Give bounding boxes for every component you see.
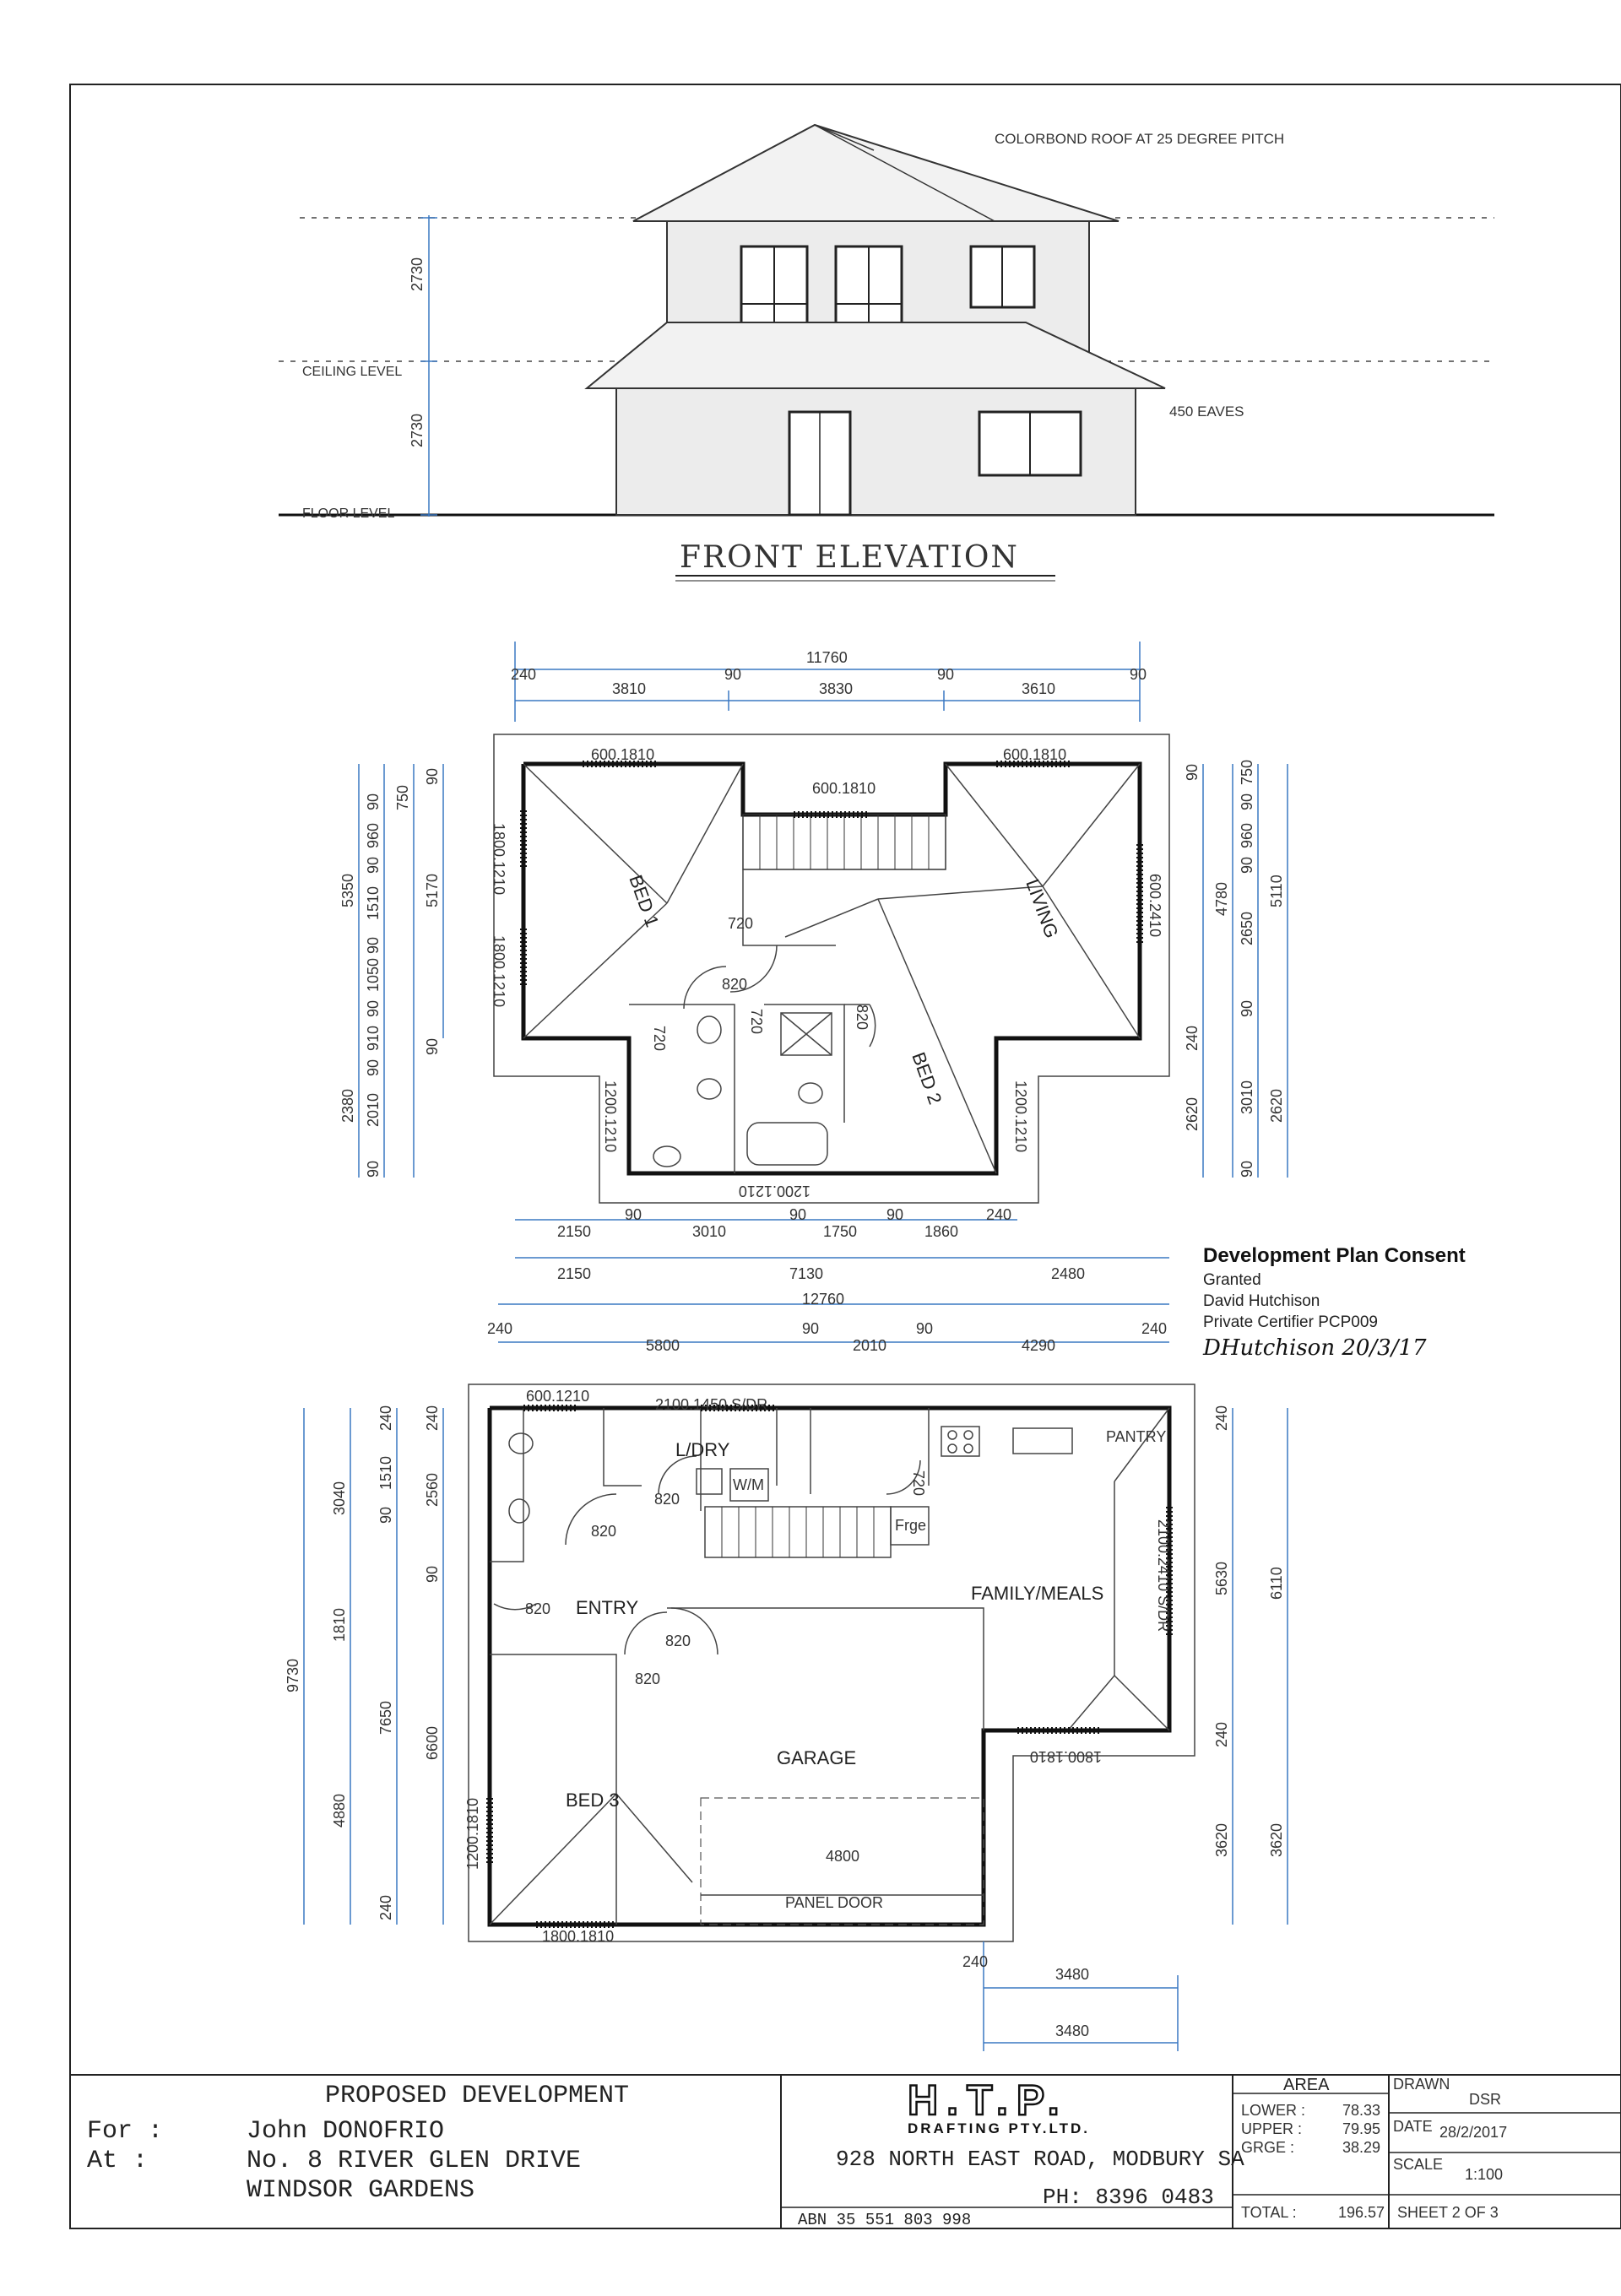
dim-text: 3810 [612, 680, 647, 697]
toilet-icon [653, 1146, 680, 1167]
consent-stamp [1202, 1244, 1466, 1361]
dim-text: 960 [1239, 822, 1255, 848]
firm-subtitle: DRAFTING PTY.LTD. [908, 2120, 1090, 2136]
dim-text: 1510 [365, 885, 382, 920]
window-label: 2100.2410 S/DR [1155, 1519, 1172, 1633]
window-label: 2100.1450 S/DR [655, 1396, 768, 1413]
dim-text: 2620 [1184, 1097, 1201, 1131]
dim-text: 2650 [1239, 911, 1255, 945]
dim-text: 90 [1130, 666, 1147, 683]
dim-text: 2010 [365, 1092, 382, 1127]
date-label: DATE [1393, 2118, 1433, 2135]
room-label-bed-2: BED 2 [908, 1049, 946, 1107]
dim-text: 5110 [1268, 875, 1285, 907]
dim-text: 240 [962, 1953, 989, 1970]
tb-client: John DONOFRIO [247, 2117, 445, 2146]
dim-text: 3620 [1213, 1822, 1230, 1857]
dim-text: 90 [1239, 856, 1255, 874]
window-label: 1200.1210 [602, 1080, 619, 1153]
title-block [70, 2075, 1621, 2229]
basin-icon [509, 1499, 529, 1523]
door-label: 820 [591, 1523, 617, 1540]
dim-text: 6600 [424, 1725, 441, 1760]
dim-text: 1750 [823, 1223, 858, 1240]
toilet-icon [697, 1016, 721, 1043]
room-label-bed-1: BED 1 [625, 872, 664, 930]
dim-text: 3480 [1055, 2023, 1090, 2039]
door-label: 820 [635, 1671, 661, 1687]
door-label: 820 [854, 1004, 870, 1031]
dim-text: 90 [424, 1037, 441, 1055]
dim-text: 9730 [285, 1658, 301, 1692]
room-label-bed-3: BED 3 [566, 1790, 620, 1811]
dim-text: 2620 [1268, 1088, 1285, 1123]
scale-value: 1:100 [1465, 2166, 1504, 2183]
window-label: 600.1810 [812, 780, 876, 797]
area-title: AREA [1283, 2076, 1330, 2094]
consent-title: Development Plan Consent [1203, 1244, 1466, 1267]
room-label-entry: ENTRY [576, 1597, 639, 1618]
basin-icon [799, 1083, 822, 1103]
dim-text: 90 [724, 666, 742, 683]
dim-text: 240 [511, 666, 537, 683]
eaves-note: 450 EAVES [1169, 403, 1244, 420]
firm-address: 928 NORTH EAST ROAD, MODBURY SA [836, 2147, 1244, 2172]
window-label: 1200.1210 [738, 1183, 810, 1199]
tb-at-label: At : [87, 2147, 149, 2175]
dim-text: 90 [1239, 999, 1255, 1017]
dim-text: 3610 [1022, 680, 1056, 697]
firm-logo: H.T.P. [908, 2077, 1068, 2124]
fridge-label: Frge [895, 1517, 927, 1534]
dim-text: 7130 [789, 1265, 824, 1282]
garage-door-width: 4800 [826, 1848, 860, 1865]
roof-note: COLORBOND ROOF AT 25 DEGREE PITCH [995, 131, 1285, 147]
upper-eave-outline [494, 734, 1169, 1203]
door-label: 820 [665, 1633, 691, 1649]
dim-text: 2150 [557, 1265, 592, 1282]
dim-text: 90 [1184, 763, 1201, 781]
area-total-label: TOTAL : [1241, 2204, 1297, 2221]
room-label-garage: GARAGE [777, 1747, 857, 1768]
dim-text: 240 [377, 1894, 394, 1920]
drawn-value: DSR [1469, 2091, 1502, 2108]
door-swing [684, 967, 726, 1009]
dim-text: 4880 [331, 1793, 348, 1828]
dim-text: 5630 [1213, 1561, 1230, 1595]
upper-floor-plan [339, 642, 1288, 1282]
washer-label: W/M [733, 1476, 764, 1493]
dim-text: 90 [789, 1206, 807, 1223]
dim-text: 240 [986, 1206, 1012, 1223]
scale-label: SCALE [1393, 2156, 1444, 2173]
dim-text: 90 [424, 1565, 441, 1583]
dim-text: 240 [377, 1405, 394, 1431]
floor-level-label: FLOOR LEVEL [302, 506, 395, 521]
room-label-family-meals: FAMILY/MEALS [971, 1583, 1104, 1604]
dim-text: 90 [886, 1206, 904, 1223]
consent-signature: DHutchison 20/3/17 [1203, 1335, 1427, 1361]
cooktop-icon [941, 1427, 979, 1456]
dim-text: 750 [394, 784, 411, 810]
ground-overall-width: 12760 [802, 1291, 845, 1308]
area-total-value: 196.57 [1338, 2204, 1385, 2221]
window-label: 600.1810 [591, 746, 655, 763]
dim-text: 960 [365, 822, 382, 848]
dim-text: 240 [1213, 1405, 1230, 1431]
dim-text: 90 [365, 856, 382, 874]
dim-text: 3010 [692, 1223, 727, 1240]
door-label: 720 [728, 915, 754, 932]
room-label-living: LIVING [1022, 876, 1063, 941]
tb-heading: PROPOSED DEVELOPMENT [325, 2082, 630, 2110]
lower-height-dim: 2730 [409, 413, 426, 447]
area-lower-value: 78.33 [1342, 2102, 1381, 2119]
dim-text: 90 [916, 1320, 934, 1337]
dim-text: 90 [365, 999, 382, 1017]
dim-text: 90 [937, 666, 955, 683]
dim-text: 3010 [1239, 1080, 1255, 1114]
area-lower-label: LOWER : [1241, 2102, 1306, 2119]
window-label: 600.1210 [526, 1388, 590, 1405]
window-label: 1200.1810 [464, 1797, 481, 1870]
area-garage-value: 38.29 [1342, 2139, 1381, 2156]
door-swing [625, 1612, 667, 1654]
panel-door-label: PANEL DOOR [785, 1894, 884, 1911]
window-label: 600.1810 [1003, 746, 1067, 763]
window-label: 600.2410 [1147, 874, 1163, 938]
window-label: 1800.1810 [1029, 1748, 1102, 1765]
dim-text: 240 [1213, 1721, 1230, 1747]
ground-stair [705, 1507, 891, 1557]
door-label: 820 [525, 1600, 551, 1617]
dim-text: 3620 [1268, 1822, 1285, 1857]
ground-floor-plan [285, 1291, 1288, 2051]
dim-text: 90 [424, 767, 441, 785]
dim-text: 4780 [1213, 881, 1230, 916]
date-value: 28/2/2017 [1439, 2124, 1508, 2141]
door-label: 820 [654, 1491, 680, 1508]
dim-text: 3040 [331, 1481, 348, 1515]
sink-icon [1013, 1428, 1072, 1454]
upper-overall-width: 11760 [806, 649, 848, 666]
door-label: 820 [722, 976, 748, 993]
pantry-label: PANTRY [1106, 1428, 1167, 1445]
door-label: 720 [651, 1026, 668, 1052]
dim-text: 90 [365, 1160, 382, 1178]
firm-phone: PH: 8396 0483 [1043, 2185, 1214, 2210]
front-elevation [279, 125, 1494, 581]
dim-text: 2560 [424, 1472, 441, 1507]
window-label: 1800.1210 [491, 935, 507, 1008]
door-label: 720 [748, 1009, 765, 1035]
upper-height-dim: 2730 [409, 257, 426, 291]
area-upper-label: UPPER : [1241, 2120, 1303, 2137]
bath-icon [747, 1123, 827, 1165]
dim-text: 240 [487, 1320, 513, 1337]
window-label: 1800.1810 [542, 1928, 615, 1945]
dim-text: 2010 [853, 1337, 887, 1354]
dim-text: 5800 [646, 1337, 680, 1354]
firm-abn: ABN 35 551 803 998 [798, 2211, 972, 2229]
dim-text: 5170 [424, 873, 441, 907]
area-garage-label: GRGE : [1241, 2139, 1295, 2156]
consent-certifier-name: David Hutchison [1203, 1292, 1320, 1310]
tb-address2: WINDSOR GARDENS [247, 2176, 475, 2205]
dim-text: 3480 [1055, 1966, 1090, 1983]
dim-text: 750 [1239, 759, 1255, 785]
dim-text: 4290 [1022, 1337, 1056, 1354]
dim-text: 240 [424, 1405, 441, 1431]
dim-text: 2380 [339, 1088, 356, 1123]
dim-text: 3830 [819, 680, 854, 697]
window-label: 1800.1210 [491, 823, 507, 896]
dim-text: 240 [1141, 1320, 1168, 1337]
door-swing [659, 1456, 697, 1494]
dim-text: 1860 [924, 1223, 959, 1240]
elevation-title: FRONT ELEVATION [680, 540, 1019, 575]
dim-text: 7650 [377, 1700, 394, 1735]
sheet-number: SHEET 2 OF 3 [1397, 2204, 1499, 2221]
drawn-label: DRAWN [1393, 2076, 1450, 2093]
tb-address1: No. 8 RIVER GLEN DRIVE [247, 2147, 582, 2175]
basin-icon [697, 1079, 721, 1099]
window-label: 1200.1210 [1012, 1080, 1029, 1153]
ceiling-level-label: CEILING LEVEL [302, 365, 403, 379]
room-label-laundry: L/DRY [675, 1439, 730, 1460]
dim-text: 90 [377, 1506, 394, 1524]
door-label: 720 [910, 1470, 927, 1497]
consent-granted: Granted [1203, 1271, 1261, 1289]
dim-text: 1810 [331, 1607, 348, 1642]
dim-text: 2150 [557, 1223, 592, 1240]
dim-text: 2480 [1051, 1265, 1086, 1282]
dim-text: 90 [365, 793, 382, 810]
dim-text: 5350 [339, 873, 356, 907]
dim-text: 1510 [377, 1455, 394, 1490]
dim-text: 90 [1239, 793, 1255, 810]
tb-for-label: For : [87, 2117, 164, 2146]
dim-text: 1050 [365, 957, 382, 992]
dim-text: 90 [802, 1320, 820, 1337]
area-upper-value: 79.95 [1342, 2120, 1381, 2137]
dim-text: 90 [365, 936, 382, 954]
dim-text: 6110 [1268, 1567, 1285, 1600]
consent-certifier-id: Private Certifier PCP009 [1203, 1313, 1378, 1331]
toilet-icon [509, 1433, 533, 1454]
dim-text: 240 [1184, 1025, 1201, 1051]
dim-text: 90 [625, 1206, 642, 1223]
dim-text: 90 [1239, 1160, 1255, 1178]
dim-text: 90 [365, 1059, 382, 1076]
dim-text: 910 [365, 1025, 382, 1051]
